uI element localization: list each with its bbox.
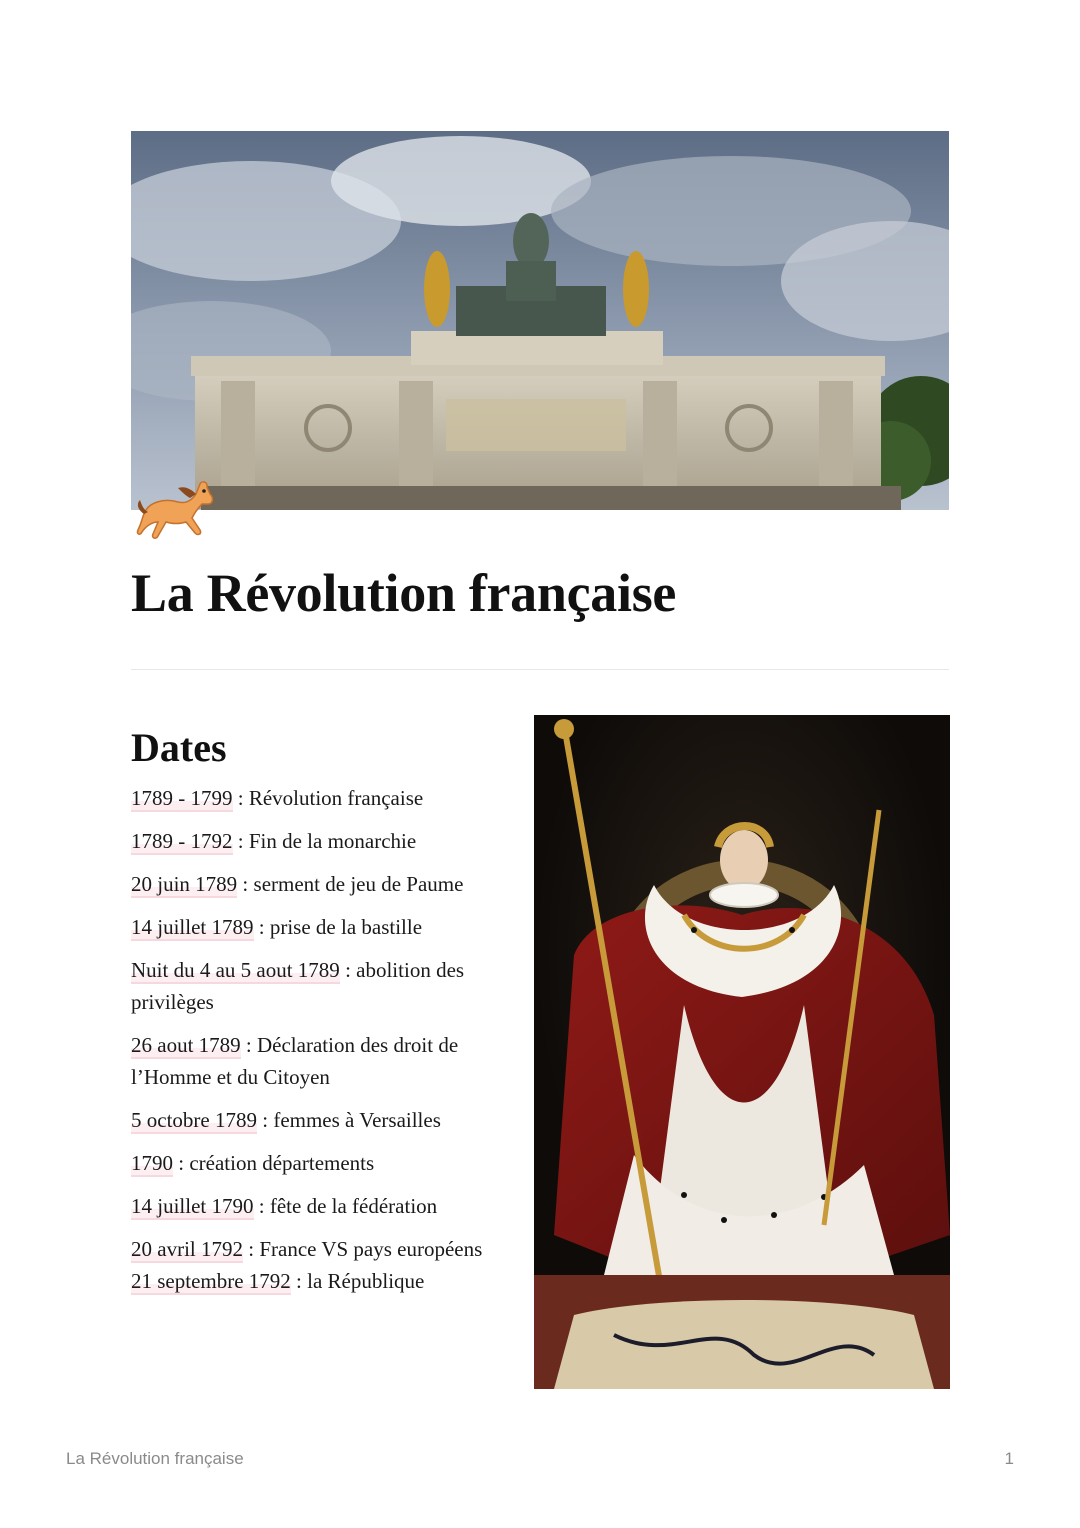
date-label: 21 septembre 1792 [131, 1269, 291, 1293]
list-item [131, 1233, 501, 1265]
separator: : [232, 829, 249, 853]
dates-heading: Dates [131, 725, 227, 770]
date-label: 14 juillet 1789 [131, 915, 254, 939]
separator: : [237, 872, 254, 896]
event-label: France VS pays européens [259, 1237, 483, 1261]
event-label: Déclaration des droit de l’Homme et du Citoyen [131, 1033, 459, 1089]
separator: : [253, 915, 270, 939]
title-divider [131, 669, 949, 670]
list-item [131, 868, 501, 900]
date-label: 1790 [131, 1151, 173, 1175]
list-item [131, 1029, 501, 1093]
page-title: La Révolution française [131, 563, 677, 623]
list-item [131, 1265, 501, 1297]
date-label: 1789 - 1792 [131, 829, 233, 853]
event-label: la République [307, 1269, 425, 1293]
list-item [131, 825, 501, 857]
event-label: fête de la fédération [269, 1194, 438, 1218]
separator: : [232, 786, 249, 810]
list-item [131, 1190, 501, 1222]
date-label: 20 juin 1789 [131, 872, 238, 896]
event-label: création départements [189, 1151, 375, 1175]
page-number: 1 [1004, 1449, 1014, 1468]
dates-list [131, 782, 501, 1308]
date-label: 5 octobre 1789 [131, 1108, 257, 1132]
list-item [131, 1104, 501, 1136]
separator: : [339, 958, 357, 982]
separator: : [256, 1108, 274, 1132]
footer-title: La Révolution française [66, 1449, 244, 1468]
running-horse-icon [134, 474, 218, 550]
list-item [131, 782, 501, 814]
date-label: 14 juillet 1790 [131, 1194, 254, 1218]
list-item [131, 911, 501, 943]
separator: : [173, 1151, 190, 1175]
list-item [131, 954, 501, 1018]
separator: : [240, 1033, 257, 1057]
date-label: Nuit du 4 au 5 aout 1789 [131, 958, 340, 982]
list-item [131, 1147, 501, 1179]
date-label: 20 avril 1792 [131, 1237, 243, 1261]
separator: : [253, 1194, 270, 1218]
event-label: Fin de la monarchie [248, 829, 417, 853]
event-label: femmes à Versailles [273, 1108, 441, 1132]
event-label: abolition des privilèges [131, 958, 465, 1014]
event-label: serment de jeu de Paume [253, 872, 464, 896]
date-label: 1789 - 1799 [131, 786, 233, 810]
separator: : [242, 1237, 260, 1261]
date-label: 26 aout 1789 [131, 1033, 241, 1057]
event-label: Révolution française [248, 786, 424, 810]
separator: : [290, 1269, 308, 1293]
cover-image [131, 131, 949, 510]
napoleon-portrait-image [534, 715, 950, 1389]
event-label: prise de la bastille [269, 915, 423, 939]
